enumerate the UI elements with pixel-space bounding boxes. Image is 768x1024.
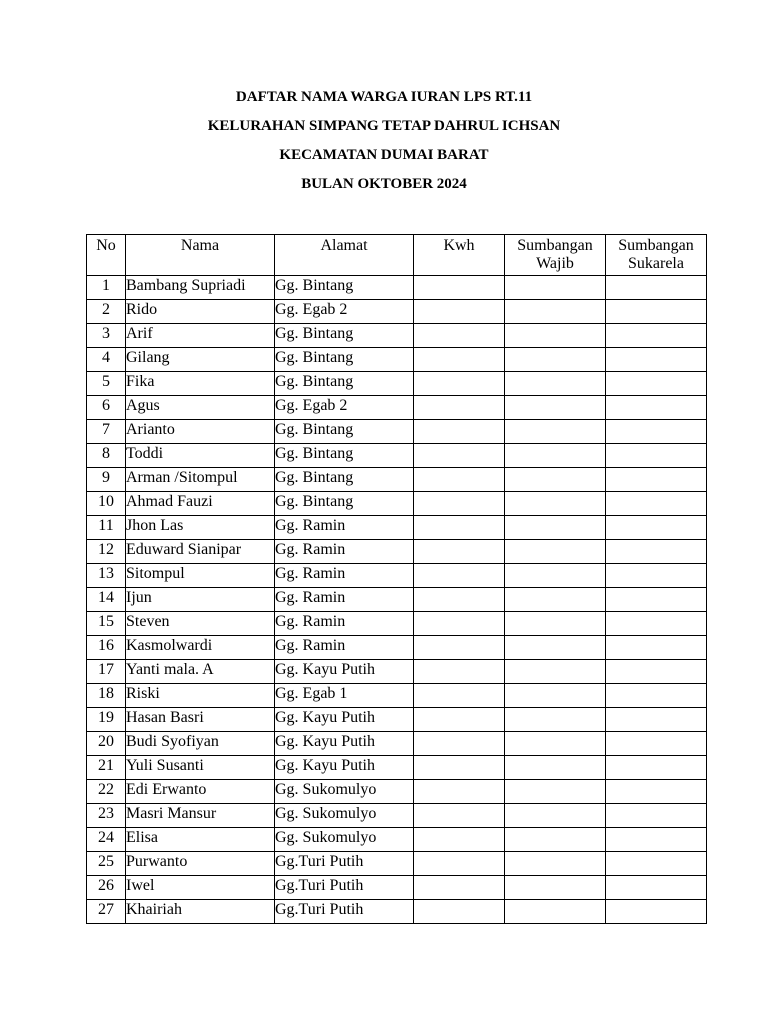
table-row <box>87 516 707 540</box>
cell-sumbangan-sukarela <box>606 684 707 708</box>
cell-no: 12 <box>87 540 126 564</box>
cell-sumbangan-sukarela <box>606 276 707 300</box>
cell-sumbangan-sukarela <box>606 540 707 564</box>
cell-nama: Hasan Basri <box>126 708 275 732</box>
cell-alamat: Gg. Bintang <box>275 444 414 468</box>
cell-sumbangan-wajib <box>505 756 606 780</box>
table-row <box>87 876 707 900</box>
cell-alamat: Gg. Ramin <box>275 612 414 636</box>
title-line-3: KECAMATAN DUMAI BARAT <box>279 147 489 163</box>
cell-sumbangan-wajib <box>505 852 606 876</box>
table-row <box>87 900 707 924</box>
cell-kwh <box>414 444 505 468</box>
table-row <box>87 348 707 372</box>
cell-alamat: Gg.Turi Putih <box>275 852 414 876</box>
cell-no: 11 <box>87 516 126 540</box>
cell-no: 6 <box>87 396 126 420</box>
cell-no: 16 <box>87 636 126 660</box>
cell-sumbangan-sukarela <box>606 612 707 636</box>
cell-sumbangan-wajib <box>505 732 606 756</box>
cell-nama: Ijun <box>126 588 275 612</box>
cell-no: 27 <box>87 900 126 924</box>
cell-kwh <box>414 636 505 660</box>
cell-kwh <box>414 372 505 396</box>
cell-nama: Rido <box>126 300 275 324</box>
cell-no: 13 <box>87 564 126 588</box>
cell-alamat: Gg. Ramin <box>275 540 414 564</box>
cell-no: 17 <box>87 660 126 684</box>
cell-sumbangan-sukarela <box>606 876 707 900</box>
table-row <box>87 300 707 324</box>
table-row <box>87 564 707 588</box>
cell-kwh <box>414 852 505 876</box>
cell-sumbangan-sukarela <box>606 372 707 396</box>
cell-nama: Purwanto <box>126 852 275 876</box>
table-row <box>87 492 707 516</box>
cell-kwh <box>414 732 505 756</box>
cell-alamat: Gg. Kayu Putih <box>275 708 414 732</box>
cell-alamat: Gg. Egab 2 <box>275 396 414 420</box>
cell-no: 18 <box>87 684 126 708</box>
cell-nama: Budi Syofiyan <box>126 732 275 756</box>
cell-alamat: Gg. Kayu Putih <box>275 732 414 756</box>
column-header-sumbangan-wajib <box>505 235 606 276</box>
cell-sumbangan-wajib <box>505 612 606 636</box>
cell-sumbangan-wajib <box>505 804 606 828</box>
table-row <box>87 396 707 420</box>
table-row <box>87 708 707 732</box>
cell-sumbangan-wajib <box>505 300 606 324</box>
cell-sumbangan-wajib <box>505 468 606 492</box>
cell-nama: Steven <box>126 612 275 636</box>
cell-nama: Fika <box>126 372 275 396</box>
cell-sumbangan-wajib <box>505 876 606 900</box>
cell-kwh <box>414 828 505 852</box>
cell-no: 15 <box>87 612 126 636</box>
cell-nama: Agus <box>126 396 275 420</box>
table-row <box>87 732 707 756</box>
table-row <box>87 468 707 492</box>
table-row <box>87 372 707 396</box>
cell-nama: Yuli Susanti <box>126 756 275 780</box>
cell-kwh <box>414 780 505 804</box>
cell-no: 10 <box>87 492 126 516</box>
cell-nama: Edi Erwanto <box>126 780 275 804</box>
cell-alamat: Gg. Egab 2 <box>275 300 414 324</box>
cell-sumbangan-wajib <box>505 900 606 924</box>
cell-sumbangan-sukarela <box>606 348 707 372</box>
table-row <box>87 684 707 708</box>
cell-nama: Elisa <box>126 828 275 852</box>
cell-alamat: Gg. Ramin <box>275 564 414 588</box>
cell-alamat: Gg. Sukomulyo <box>275 828 414 852</box>
cell-nama: Ahmad Fauzi <box>126 492 275 516</box>
cell-kwh <box>414 708 505 732</box>
cell-kwh <box>414 540 505 564</box>
cell-sumbangan-wajib <box>505 636 606 660</box>
cell-kwh <box>414 492 505 516</box>
cell-sumbangan-wajib <box>505 516 606 540</box>
cell-no: 25 <box>87 852 126 876</box>
cell-alamat: Gg. Sukomulyo <box>275 804 414 828</box>
table-body <box>87 276 707 924</box>
cell-no: 4 <box>87 348 126 372</box>
title-line-4: BULAN OKTOBER 2024 <box>301 176 467 192</box>
cell-nama: Sitompul <box>126 564 275 588</box>
cell-nama: Arif <box>126 324 275 348</box>
table-row <box>87 804 707 828</box>
cell-alamat: Gg. Bintang <box>275 348 414 372</box>
cell-kwh <box>414 684 505 708</box>
cell-no: 14 <box>87 588 126 612</box>
cell-alamat: Gg.Turi Putih <box>275 900 414 924</box>
column-header-alamat: Alamat <box>275 235 414 276</box>
cell-kwh <box>414 900 505 924</box>
cell-nama: Yanti mala. A <box>126 660 275 684</box>
table-row <box>87 540 707 564</box>
column-header-no: No <box>87 235 126 276</box>
cell-alamat: Gg. Kayu Putih <box>275 756 414 780</box>
cell-alamat: Gg. Egab 1 <box>275 684 414 708</box>
table-row <box>87 444 707 468</box>
cell-sumbangan-sukarela <box>606 636 707 660</box>
cell-sumbangan-sukarela <box>606 780 707 804</box>
cell-sumbangan-sukarela <box>606 564 707 588</box>
cell-kwh <box>414 324 505 348</box>
cell-alamat: Gg. Bintang <box>275 468 414 492</box>
roster-table <box>86 234 707 924</box>
cell-sumbangan-sukarela <box>606 492 707 516</box>
cell-sumbangan-wajib <box>505 492 606 516</box>
cell-no: 9 <box>87 468 126 492</box>
cell-no: 3 <box>87 324 126 348</box>
column-header-sukarela-line-2: Sukarela <box>628 255 684 272</box>
cell-sumbangan-wajib <box>505 828 606 852</box>
cell-nama: Eduward Sianipar <box>126 540 275 564</box>
cell-alamat: Gg. Sukomulyo <box>275 780 414 804</box>
table-header-row <box>87 235 707 276</box>
cell-nama: Gilang <box>126 348 275 372</box>
cell-kwh <box>414 804 505 828</box>
column-header-nama: Nama <box>126 235 275 276</box>
column-header-sumbangan-sukarela <box>606 235 707 276</box>
cell-alamat: Gg. Kayu Putih <box>275 660 414 684</box>
cell-nama: Jhon Las <box>126 516 275 540</box>
table-row <box>87 636 707 660</box>
table-row <box>87 588 707 612</box>
cell-sumbangan-wajib <box>505 348 606 372</box>
cell-sumbangan-sukarela <box>606 516 707 540</box>
cell-sumbangan-sukarela <box>606 444 707 468</box>
cell-alamat: Gg.Turi Putih <box>275 876 414 900</box>
cell-nama: Arman /Sitompul <box>126 468 275 492</box>
cell-alamat: Gg. Ramin <box>275 516 414 540</box>
cell-kwh <box>414 612 505 636</box>
cell-alamat: Gg. Bintang <box>275 372 414 396</box>
cell-kwh <box>414 300 505 324</box>
cell-alamat: Gg. Ramin <box>275 588 414 612</box>
cell-alamat: Gg. Bintang <box>275 420 414 444</box>
cell-alamat: Gg. Bintang <box>275 324 414 348</box>
table-row <box>87 420 707 444</box>
cell-sumbangan-sukarela <box>606 756 707 780</box>
cell-no: 21 <box>87 756 126 780</box>
table-row <box>87 852 707 876</box>
cell-no: 26 <box>87 876 126 900</box>
cell-kwh <box>414 468 505 492</box>
column-header-sukarela-line-1: Sumbangan <box>618 237 694 254</box>
cell-no: 1 <box>87 276 126 300</box>
cell-sumbangan-wajib <box>505 684 606 708</box>
cell-no: 22 <box>87 780 126 804</box>
table-row <box>87 612 707 636</box>
cell-sumbangan-wajib <box>505 708 606 732</box>
cell-nama: Bambang Supriadi <box>126 276 275 300</box>
cell-sumbangan-sukarela <box>606 852 707 876</box>
table-row <box>87 324 707 348</box>
cell-sumbangan-wajib <box>505 564 606 588</box>
cell-no: 19 <box>87 708 126 732</box>
title-line-1: DAFTAR NAMA WARGA IURAN LPS RT.11 <box>235 89 533 105</box>
cell-kwh <box>414 876 505 900</box>
cell-sumbangan-sukarela <box>606 732 707 756</box>
cell-sumbangan-wajib <box>505 660 606 684</box>
cell-nama: Toddi <box>126 444 275 468</box>
cell-alamat: Gg. Bintang <box>275 276 414 300</box>
table-row <box>87 780 707 804</box>
cell-nama: Arianto <box>126 420 275 444</box>
title-line-2: KELURAHAN SIMPANG TETAP DAHRUL ICHSAN <box>207 118 561 134</box>
cell-kwh <box>414 564 505 588</box>
cell-kwh <box>414 588 505 612</box>
document-header <box>0 86 768 202</box>
cell-sumbangan-wajib <box>505 588 606 612</box>
cell-sumbangan-sukarela <box>606 396 707 420</box>
table-row <box>87 756 707 780</box>
cell-sumbangan-sukarela <box>606 420 707 444</box>
cell-no: 20 <box>87 732 126 756</box>
cell-sumbangan-sukarela <box>606 900 707 924</box>
column-header-wajib-line-1: Sumbangan <box>517 237 593 254</box>
cell-sumbangan-wajib <box>505 372 606 396</box>
cell-sumbangan-sukarela <box>606 804 707 828</box>
column-header-wajib-line-2: Wajib <box>536 255 574 272</box>
cell-sumbangan-wajib <box>505 324 606 348</box>
cell-sumbangan-wajib <box>505 780 606 804</box>
cell-nama: Iwel <box>126 876 275 900</box>
cell-sumbangan-sukarela <box>606 660 707 684</box>
column-header-kwh: Kwh <box>414 235 505 276</box>
cell-sumbangan-wajib <box>505 396 606 420</box>
cell-nama: Khairiah <box>126 900 275 924</box>
cell-sumbangan-sukarela <box>606 588 707 612</box>
cell-sumbangan-sukarela <box>606 300 707 324</box>
cell-alamat: Gg. Ramin <box>275 636 414 660</box>
cell-sumbangan-wajib <box>505 420 606 444</box>
cell-kwh <box>414 660 505 684</box>
cell-sumbangan-sukarela <box>606 324 707 348</box>
cell-no: 8 <box>87 444 126 468</box>
cell-kwh <box>414 396 505 420</box>
table-row <box>87 276 707 300</box>
cell-no: 7 <box>87 420 126 444</box>
cell-sumbangan-sukarela <box>606 708 707 732</box>
cell-no: 2 <box>87 300 126 324</box>
cell-alamat: Gg. Bintang <box>275 492 414 516</box>
cell-sumbangan-sukarela <box>606 828 707 852</box>
cell-kwh <box>414 516 505 540</box>
cell-kwh <box>414 276 505 300</box>
cell-nama: Kasmolwardi <box>126 636 275 660</box>
cell-nama: Masri Mansur <box>126 804 275 828</box>
cell-kwh <box>414 756 505 780</box>
cell-no: 5 <box>87 372 126 396</box>
table-row <box>87 828 707 852</box>
cell-no: 24 <box>87 828 126 852</box>
cell-sumbangan-wajib <box>505 276 606 300</box>
cell-no: 23 <box>87 804 126 828</box>
cell-kwh <box>414 348 505 372</box>
cell-sumbangan-wajib <box>505 540 606 564</box>
table-row <box>87 660 707 684</box>
cell-sumbangan-wajib <box>505 444 606 468</box>
cell-sumbangan-sukarela <box>606 468 707 492</box>
cell-nama: Riski <box>126 684 275 708</box>
cell-kwh <box>414 420 505 444</box>
